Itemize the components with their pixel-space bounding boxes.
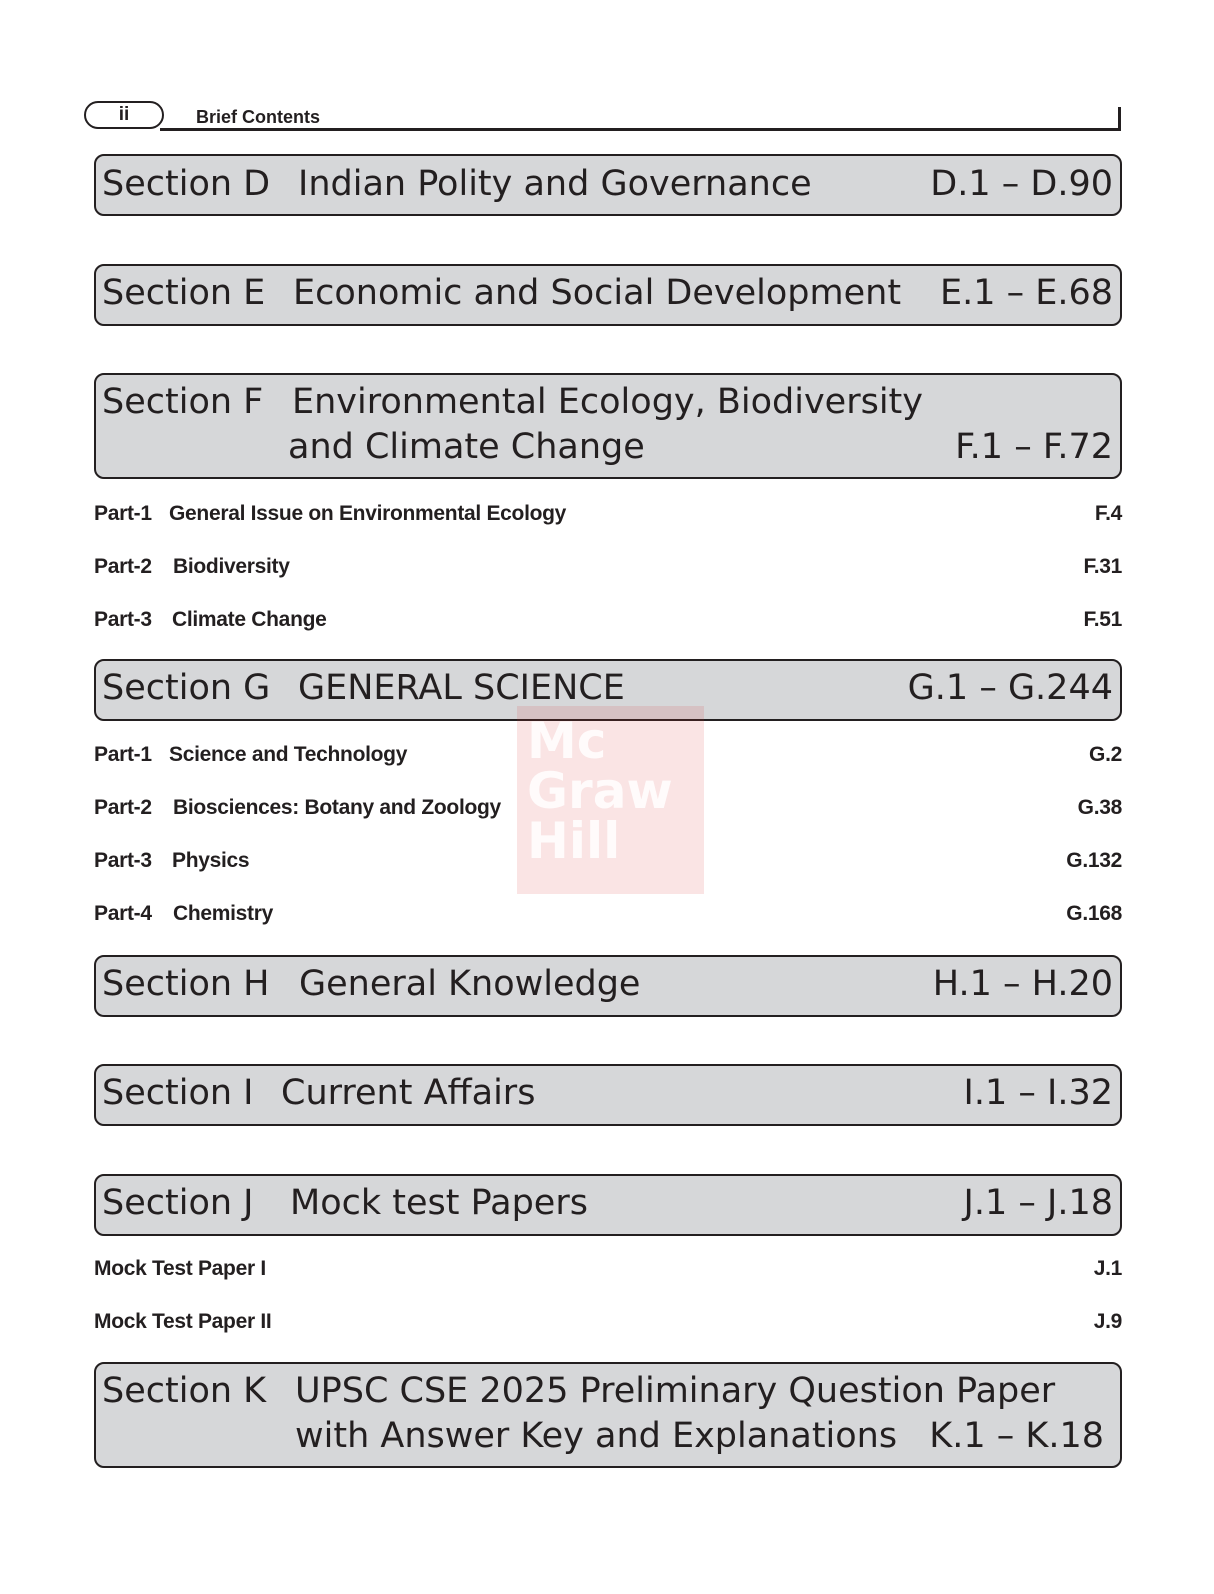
part-page: G.168 <box>1066 902 1122 925</box>
section-f-part-3[interactable] <box>94 608 1122 638</box>
part-title: Science and Technology <box>169 743 408 766</box>
section-f-title-line2: and Climate Change <box>288 427 645 467</box>
section-k-title-line1: UPSC CSE 2025 Preliminary Question Paper <box>295 1371 1056 1411</box>
part-page: G.2 <box>1089 743 1122 766</box>
part-page: F.51 <box>1083 608 1122 631</box>
part-page: F.4 <box>1094 502 1122 525</box>
section-f-label: Section F <box>102 382 264 422</box>
section-h-label: Section H <box>102 964 270 1004</box>
header-rule <box>160 128 1121 131</box>
mcgraw-hill-watermark-logo <box>517 706 704 894</box>
mock-test-paper-1[interactable] <box>94 1257 1122 1287</box>
section-j-heading[interactable] <box>94 1174 1122 1236</box>
section-f-part-1[interactable] <box>94 502 1122 532</box>
section-d-heading[interactable] <box>94 154 1122 216</box>
part-label: Part-2 <box>94 796 152 819</box>
mock-test-title: Mock Test Paper II <box>94 1310 272 1333</box>
section-k-label: Section K <box>102 1371 267 1411</box>
section-e-range: E.1 – E.68 <box>939 273 1113 313</box>
part-page: F.31 <box>1083 555 1122 578</box>
running-header-title: Brief Contents <box>196 107 321 127</box>
page-number: ii <box>84 101 164 129</box>
part-title: General Issue on Environmental Ecology <box>169 502 567 525</box>
section-d-range: D.1 – D.90 <box>930 164 1113 204</box>
section-g-range: G.1 – G.244 <box>907 668 1113 708</box>
part-label: Part-3 <box>94 608 152 631</box>
part-title: Biodiversity <box>173 555 290 578</box>
section-j-title: Mock test Papers <box>290 1183 588 1223</box>
section-e-title: Economic and Social Development <box>293 273 902 313</box>
section-j-label: Section J <box>102 1183 254 1223</box>
section-i-range: I.1 – I.32 <box>963 1073 1113 1113</box>
part-label: Part-1 <box>94 502 152 525</box>
part-page: G.38 <box>1077 796 1122 819</box>
section-f-part-2[interactable] <box>94 555 1122 585</box>
header-rule-end <box>1118 107 1121 131</box>
section-g-label: Section G <box>102 668 271 708</box>
section-g-title: GENERAL SCIENCE <box>298 668 625 708</box>
part-page: G.132 <box>1066 849 1122 872</box>
section-h-range: H.1 – H.20 <box>932 964 1113 1004</box>
section-h-title: General Knowledge <box>299 964 641 1004</box>
section-g-part-4[interactable] <box>94 902 1122 932</box>
section-k-heading[interactable] <box>94 1362 1122 1468</box>
mock-test-paper-2[interactable] <box>94 1310 1122 1340</box>
part-title: Physics <box>172 849 250 872</box>
section-i-heading[interactable] <box>94 1064 1122 1126</box>
section-h-heading[interactable] <box>94 955 1122 1017</box>
mock-test-page: J.1 <box>1093 1257 1122 1280</box>
part-label: Part-2 <box>94 555 152 578</box>
watermark-line-2: Graw <box>527 762 673 820</box>
mock-test-title: Mock Test Paper I <box>94 1257 266 1280</box>
mock-test-page: J.9 <box>1093 1310 1122 1333</box>
part-label: Part-4 <box>94 902 152 925</box>
watermark-line-3: Hill <box>527 812 621 870</box>
section-i-title: Current Affairs <box>281 1073 536 1113</box>
part-label: Part-1 <box>94 743 152 766</box>
section-j-range: J.1 – J.18 <box>963 1183 1113 1223</box>
part-title: Climate Change <box>172 608 327 631</box>
watermark-line-1: Mc <box>527 712 607 770</box>
section-f-title-line1: Environmental Ecology, Biodiversity <box>292 382 923 422</box>
section-k-title-line2: with Answer Key and Explanations <box>295 1416 898 1456</box>
part-title: Biosciences: Botany and Zoology <box>173 796 501 819</box>
part-title: Chemistry <box>173 902 274 925</box>
section-e-heading[interactable] <box>94 264 1122 326</box>
section-d-title: Indian Polity and Governance <box>298 164 812 204</box>
section-f-heading[interactable] <box>94 373 1122 479</box>
section-i-label: Section I <box>102 1073 254 1113</box>
section-d-label: Section D <box>102 164 271 204</box>
part-label: Part-3 <box>94 849 152 872</box>
section-k-range: K.1 – K.18 <box>929 1416 1104 1456</box>
section-f-range: F.1 – F.72 <box>955 427 1113 467</box>
section-e-label: Section E <box>102 273 266 313</box>
